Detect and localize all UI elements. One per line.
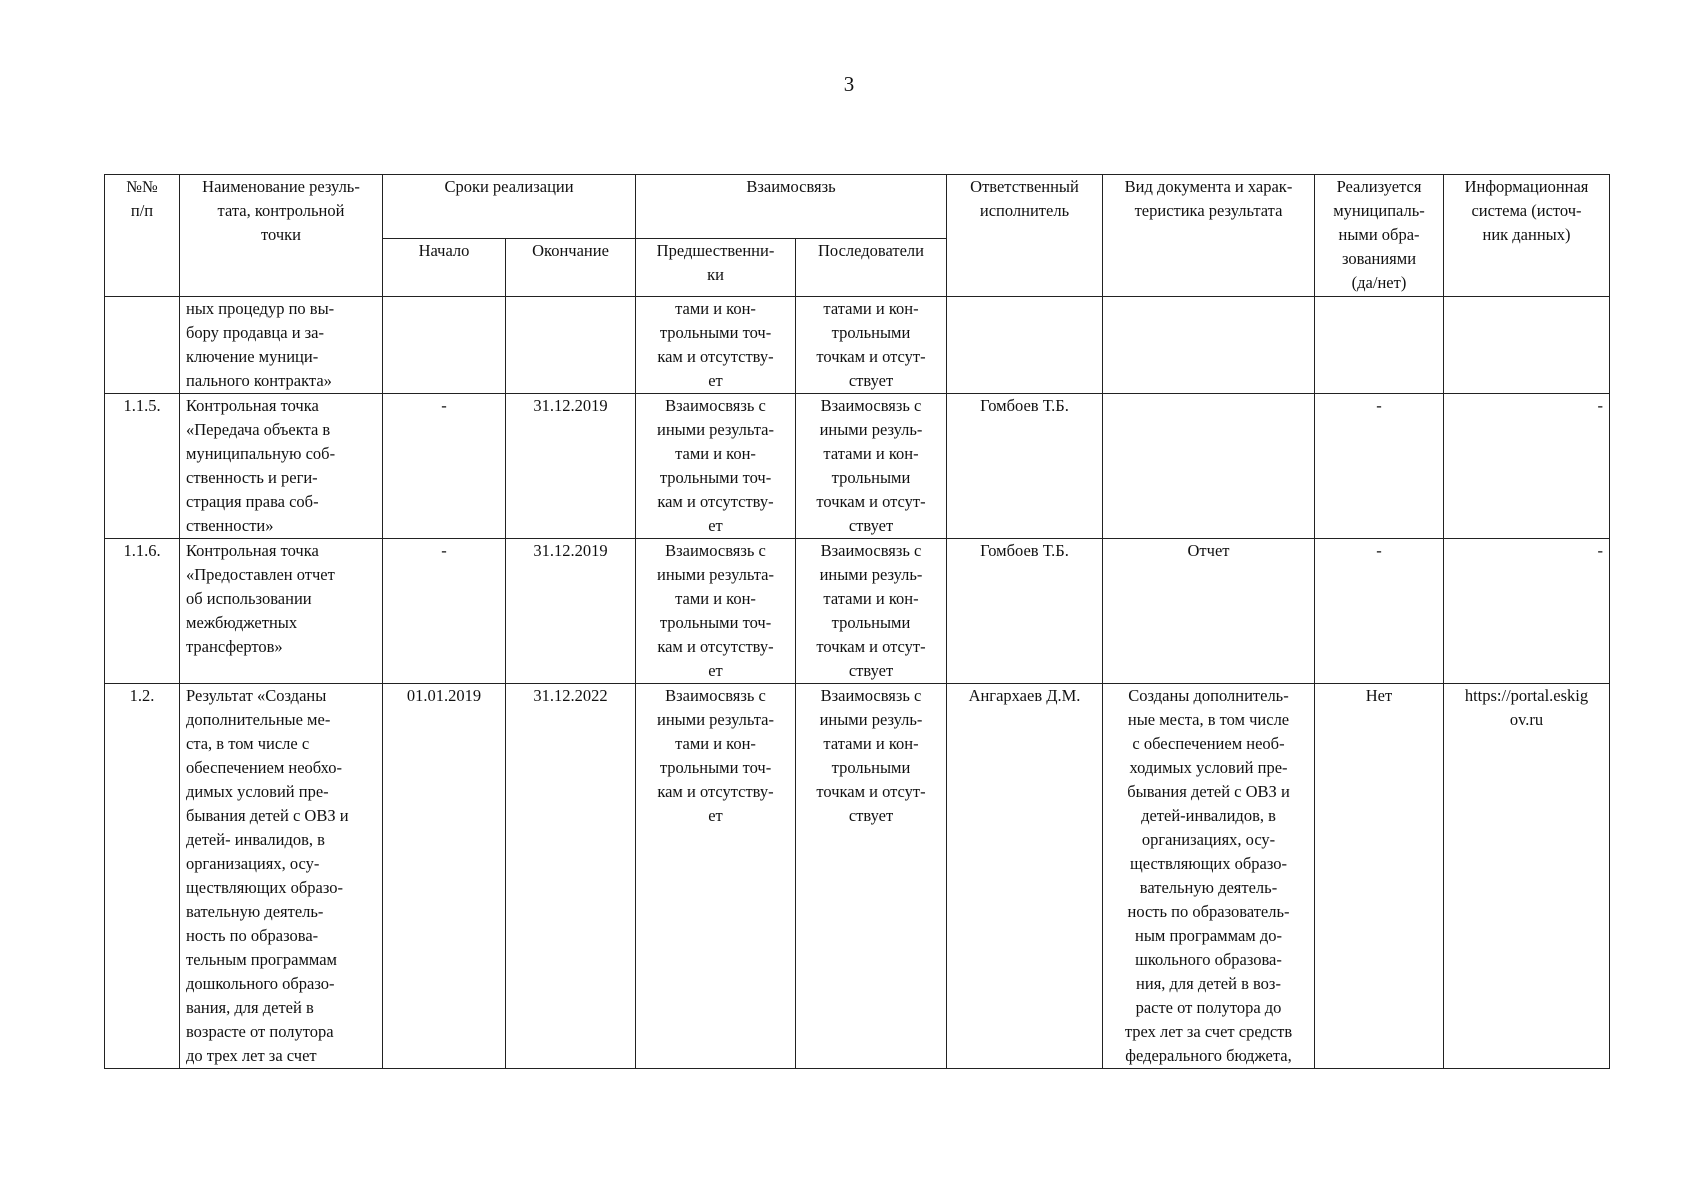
cell-line: «Передача объекта в — [186, 420, 331, 439]
cell-number — [105, 297, 180, 394]
cell-start-date — [383, 684, 506, 1069]
cell-line: 31.12.2019 — [533, 396, 608, 415]
cell-line: 1.1.5. — [123, 396, 161, 415]
cell-line: трансфертов» — [186, 637, 283, 656]
header-document-type — [1103, 175, 1315, 297]
cell-line: 1.1.6. — [123, 541, 161, 560]
cell-document-type — [1103, 539, 1315, 684]
cell-line: кам и отсутству- — [657, 347, 774, 366]
cell-line: ность по образователь- — [1127, 902, 1290, 921]
cell-line: муниципальную соб- — [186, 444, 336, 463]
cell-name — [180, 684, 383, 1069]
cell-line: Окончание — [532, 241, 609, 260]
cell-name — [180, 539, 383, 684]
cell-line: https://portal.eskig — [1464, 686, 1589, 705]
cell-line: Ответственный — [970, 177, 1079, 196]
cell-line: - — [1376, 541, 1382, 560]
cell-line: кам и отсутству- — [657, 492, 774, 511]
results-table — [104, 174, 1610, 1069]
cell-line: ствует — [848, 661, 894, 680]
cell-line: ет — [708, 516, 723, 535]
header-end — [506, 239, 636, 297]
cell-line: трольными точ- — [659, 323, 772, 342]
cell-line: - — [1597, 541, 1603, 560]
cell-line: ствует — [848, 516, 894, 535]
cell-line: Нет — [1365, 686, 1393, 705]
cell-line: вательную деятель- — [1139, 878, 1278, 897]
cell-line: школьного образова- — [1135, 950, 1282, 969]
cell-line: Взаимосвязь с — [820, 396, 922, 415]
cell-line: Взаимосвязь с — [820, 541, 922, 560]
cell-line: точкам и отсут- — [816, 492, 926, 511]
cell-line: теристика результата — [1134, 201, 1283, 220]
cell-line: димых условий пре- — [186, 782, 329, 801]
cell-line: ственность и реги- — [186, 468, 318, 487]
header-successors — [796, 239, 947, 297]
header-predecessors — [636, 239, 796, 297]
cell-line: точки — [261, 225, 301, 244]
cell-line: с обеспечением необ- — [1132, 734, 1285, 753]
cell-line: Вид документа и харак- — [1124, 177, 1293, 196]
cell-line: обеспечением необхо- — [186, 758, 342, 777]
header-municipal — [1315, 175, 1444, 297]
cell-line: иными результа- — [657, 710, 774, 729]
cell-line: Наименование резуль- — [202, 177, 360, 196]
cell-line: точкам и отсут- — [816, 637, 926, 656]
header-responsible — [947, 175, 1103, 297]
cell-document-type — [1103, 297, 1315, 394]
cell-name — [180, 394, 383, 539]
cell-municipal — [1315, 297, 1444, 394]
cell-document-type — [1103, 684, 1315, 1069]
cell-line: возрасте от полутора — [186, 1022, 334, 1041]
cell-line: трольными точ- — [659, 468, 772, 487]
cell-line: татами и кон- — [823, 734, 919, 753]
cell-line: татами и кон- — [823, 589, 919, 608]
cell-line: Контрольная точка — [186, 541, 319, 560]
cell-start-date — [383, 394, 506, 539]
cell-responsible — [947, 539, 1103, 684]
cell-line: ными обра- — [1338, 225, 1420, 244]
cell-line: исполнитель — [979, 201, 1070, 220]
cell-start-date — [383, 539, 506, 684]
cell-info-system — [1444, 394, 1610, 539]
header-name — [180, 175, 383, 297]
table-row — [105, 394, 1610, 539]
cell-line: ные места, в том числе — [1127, 710, 1290, 729]
cell-line: вания, для детей в — [186, 998, 314, 1017]
cell-line: дошкольного образо- — [186, 974, 335, 993]
cell-line: расте от полутора до — [1135, 998, 1282, 1017]
cell-line: ет — [708, 806, 723, 825]
cell-successors — [796, 684, 947, 1069]
cell-line: иными результа- — [657, 420, 774, 439]
cell-end-date — [506, 394, 636, 539]
cell-line: Отчет — [1187, 541, 1230, 560]
cell-number — [105, 539, 180, 684]
cell-line: федерального бюджета, — [1125, 1046, 1292, 1065]
cell-line: Взаимосвязь с — [665, 541, 766, 560]
cell-line: иными резуль- — [819, 565, 923, 584]
cell-line: №№ — [126, 177, 158, 196]
cell-line: ных процедур по вы- — [186, 299, 335, 318]
table-row — [105, 297, 1610, 394]
header-dates — [383, 175, 636, 239]
cell-line: Информационная — [1464, 177, 1589, 196]
cell-number — [105, 394, 180, 539]
cell-line: ствует — [848, 806, 894, 825]
cell-line: до трех лет за счет — [186, 1046, 317, 1065]
cell-line: детей- инвалидов, в — [186, 830, 325, 849]
cell-line: Гомбоев Т.Б. — [980, 396, 1069, 415]
cell-line: трольными — [831, 323, 911, 342]
cell-responsible — [947, 297, 1103, 394]
cell-line: - — [1376, 396, 1382, 415]
cell-line: Взаимосвязь с — [665, 686, 766, 705]
cell-line: иными результа- — [657, 565, 774, 584]
table-row — [105, 539, 1610, 684]
cell-predecessors — [636, 297, 796, 394]
cell-line: бывания детей с ОВЗ и — [186, 806, 349, 825]
cell-info-system — [1444, 297, 1610, 394]
table-row — [105, 684, 1610, 1069]
cell-municipal — [1315, 684, 1444, 1069]
cell-line: ник данных) — [1482, 225, 1571, 244]
cell-line: Контрольная точка — [186, 396, 319, 415]
cell-line: точкам и отсут- — [816, 782, 926, 801]
cell-line: (да/нет) — [1351, 273, 1407, 292]
cell-line: трольными — [831, 758, 911, 777]
cell-responsible — [947, 394, 1103, 539]
cell-line: ществляющих образо- — [186, 878, 343, 897]
cell-name — [180, 297, 383, 394]
cell-line: «Предоставлен отчет — [186, 565, 335, 584]
cell-line: ществляющих образо- — [1130, 854, 1287, 873]
cell-line: пального контракта» — [186, 371, 332, 390]
header-info-system — [1444, 175, 1610, 297]
cell-line: Взаимосвязь — [746, 177, 836, 196]
cell-predecessors — [636, 539, 796, 684]
cell-line: страция права соб- — [186, 492, 319, 511]
cell-line: Начало — [418, 241, 470, 260]
page-number: 3 — [843, 72, 855, 96]
cell-line: Гомбоев Т.Б. — [980, 541, 1069, 560]
cell-successors — [796, 394, 947, 539]
cell-end-date — [506, 297, 636, 394]
cell-successors — [796, 539, 947, 684]
cell-number — [105, 684, 180, 1069]
cell-line: вательную деятель- — [186, 902, 324, 921]
header-start — [383, 239, 506, 297]
cell-line: ключение муници- — [186, 347, 319, 366]
cell-predecessors — [636, 394, 796, 539]
cell-line: 31.12.2019 — [533, 541, 608, 560]
cell-line: бывания детей с ОВЗ и — [1127, 782, 1290, 801]
cell-end-date — [506, 539, 636, 684]
cell-line: система (источ- — [1471, 201, 1582, 220]
cell-line: ствует — [848, 371, 894, 390]
cell-line: Ангархаев Д.М. — [968, 686, 1081, 705]
cell-line: Предшественни- — [656, 241, 775, 260]
cell-line: - — [441, 396, 447, 415]
cell-line: 1.2. — [129, 686, 155, 705]
cell-line: ov.ru — [1509, 710, 1544, 729]
cell-line: ния, для детей в воз- — [1136, 974, 1281, 993]
cell-line: зованиями — [1341, 249, 1417, 268]
cell-line: ет — [708, 661, 723, 680]
cell-line: дополнительные ме- — [186, 710, 331, 729]
cell-line: ственности» — [186, 516, 274, 535]
cell-responsible — [947, 684, 1103, 1069]
cell-line: трольными — [831, 613, 911, 632]
cell-municipal — [1315, 394, 1444, 539]
cell-line: тами и кон- — [675, 589, 756, 608]
cell-line: ста, в том числе с — [186, 734, 310, 753]
cell-line: иными резуль- — [819, 710, 923, 729]
cell-line: точкам и отсут- — [816, 347, 926, 366]
cell-line: ным программам до- — [1135, 926, 1282, 945]
cell-line: ет — [708, 371, 723, 390]
cell-predecessors — [636, 684, 796, 1069]
cell-line: трольными точ- — [659, 758, 772, 777]
cell-line: Взаимосвязь с — [820, 686, 922, 705]
cell-line: межбюджетных — [186, 613, 298, 632]
cell-line: 31.12.2022 — [533, 686, 608, 705]
cell-line: кам и отсутству- — [657, 637, 774, 656]
cell-line: Взаимосвязь с — [665, 396, 766, 415]
cell-municipal — [1315, 539, 1444, 684]
cell-line: ность по образова- — [186, 926, 319, 945]
header-relation — [636, 175, 947, 239]
cell-line: Результат «Созданы — [186, 686, 327, 705]
cell-line: - — [441, 541, 447, 560]
cell-line: Сроки реализации — [444, 177, 574, 196]
cell-line: кам и отсутству- — [657, 782, 774, 801]
header-num — [105, 175, 180, 297]
cell-end-date — [506, 684, 636, 1069]
cell-line: муниципаль- — [1333, 201, 1425, 220]
table-header — [105, 175, 1610, 297]
cell-line: тата, контрольной — [217, 201, 345, 220]
cell-line: детей-инвалидов, в — [1141, 806, 1276, 825]
cell-line: трольными точ- — [659, 613, 772, 632]
cell-start-date — [383, 297, 506, 394]
cell-line: Созданы дополнитель- — [1128, 686, 1289, 705]
table-body — [105, 297, 1610, 1069]
cell-line: ходимых условий пре- — [1129, 758, 1288, 777]
cell-line: организациях, осу- — [186, 854, 320, 873]
cell-line: тами и кон- — [675, 299, 756, 318]
cell-line: иными резуль- — [819, 420, 923, 439]
cell-line: тами и кон- — [675, 734, 756, 753]
cell-line: тами и кон- — [675, 444, 756, 463]
cell-successors — [796, 297, 947, 394]
cell-line: - — [1597, 396, 1603, 415]
cell-line: 01.01.2019 — [406, 686, 482, 705]
cell-line: татами и кон- — [823, 299, 919, 318]
cell-line: об использовании — [186, 589, 312, 608]
cell-line: Реализуется — [1336, 177, 1422, 196]
cell-line: ки — [707, 265, 724, 284]
cell-line: татами и кон- — [823, 444, 919, 463]
cell-line: организациях, осу- — [1141, 830, 1276, 849]
cell-line: Последователи — [818, 241, 924, 260]
cell-info-system — [1444, 684, 1610, 1069]
cell-line: трех лет за счет средств — [1124, 1022, 1293, 1041]
cell-line: тельным программам — [186, 950, 337, 969]
cell-line: п/п — [130, 201, 154, 220]
cell-info-system — [1444, 539, 1610, 684]
cell-document-type — [1103, 394, 1315, 539]
cell-line: бору продавца и за- — [186, 323, 324, 342]
cell-line: трольными — [831, 468, 911, 487]
